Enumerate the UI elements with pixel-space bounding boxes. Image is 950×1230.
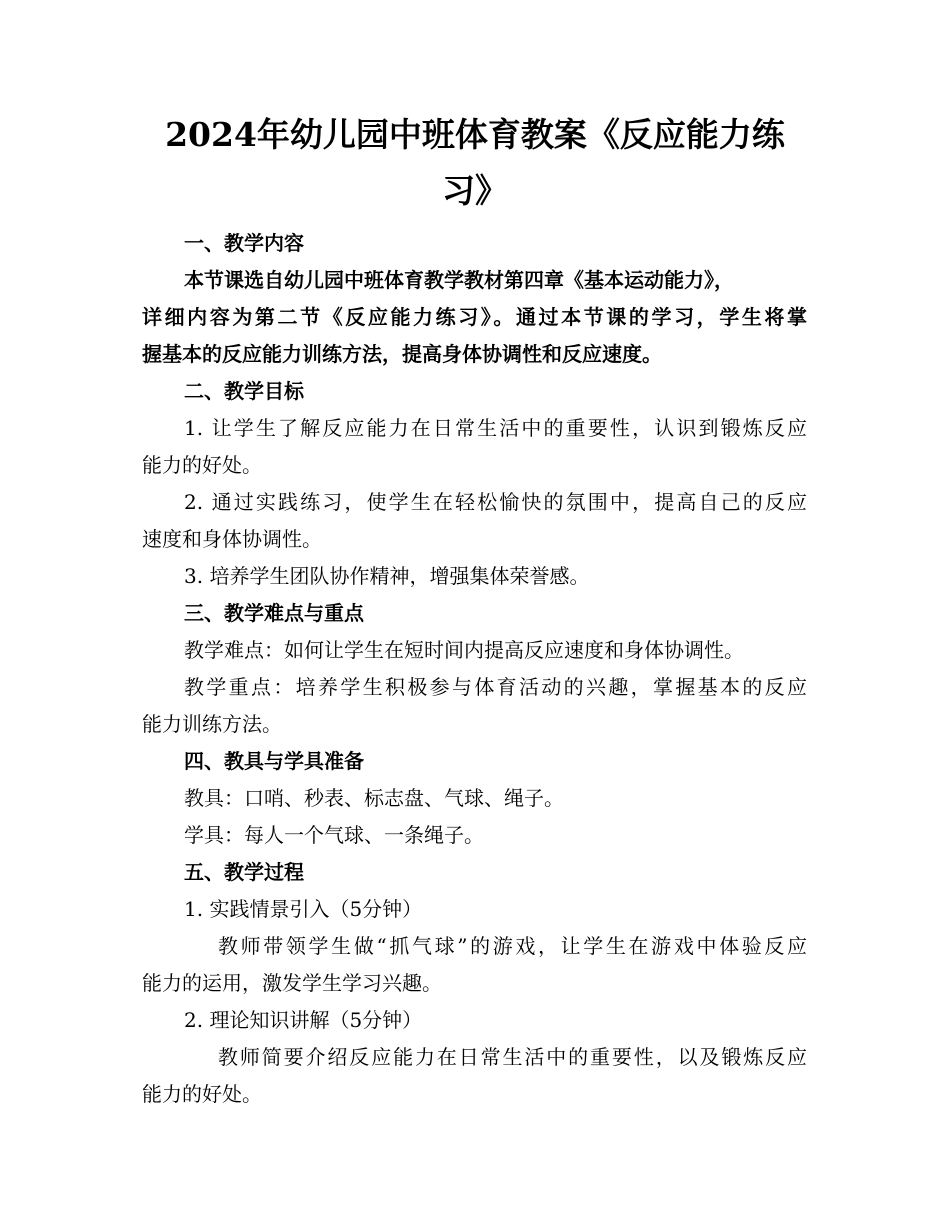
paragraph-line: 速度和身体协调性。 xyxy=(142,527,322,551)
paragraph-line: 教学重点：培养学生积极参与体育活动的兴趣，掌握基本的反应 xyxy=(184,675,807,699)
paragraph-line: 教具：口哨、秒表、标志盘、气球、绳子。 xyxy=(184,786,564,810)
section-heading-key-points: 三、教学难点与重点 xyxy=(184,601,364,625)
paragraph-line: 能力的运用，激发学生学习兴趣。 xyxy=(142,971,442,995)
paragraph-line: 握基本的反应能力训练方法，提高身体协调性和反应速度。 xyxy=(142,342,662,366)
section-heading-process: 五、教学过程 xyxy=(184,860,304,884)
paragraph-line: 1. 让学生了解反应能力在日常生活中的重要性，认识到锻炼反应 xyxy=(184,416,807,440)
paragraph-line: 能力的好处。 xyxy=(142,453,262,477)
paragraph-line: 教师简要介绍反应能力在日常生活中的重要性，以及锻炼反应 xyxy=(218,1045,807,1069)
section-heading-materials: 四、教具与学具准备 xyxy=(184,749,364,773)
document-title xyxy=(140,107,810,219)
paragraph-line: 教师带领学生做“抓气球”的游戏，让学生在游戏中体验反应 xyxy=(218,934,807,958)
section-heading-objectives: 二、教学目标 xyxy=(184,379,304,403)
paragraph-line: 本节课选自幼儿园中班体育教学教材第四章《基本运动能力》， xyxy=(184,268,734,292)
paragraph-line: 1. 实践情景引入（5分钟） xyxy=(184,897,423,921)
paragraph-line: 详细内容为第二节《反应能力练习》。通过本节课的学习，学生将掌 xyxy=(142,305,807,329)
paragraph-line: 教学难点：如何让学生在短时间内提高反应速度和身体协调性。 xyxy=(184,638,744,662)
section-heading-content: 一、教学内容 xyxy=(184,231,304,255)
paragraph-line: 2. 理论知识讲解（5分钟） xyxy=(184,1008,423,1032)
title-line-1: 2024年幼儿园中班体育教案《反应能力练 xyxy=(165,115,785,154)
paragraph-line: 能力训练方法。 xyxy=(142,712,282,736)
paragraph-line: 3. 培养学生团队协作精神，增强集体荣誉感。 xyxy=(184,564,590,588)
paragraph-line: 学具：每人一个气球、一条绳子。 xyxy=(184,823,484,847)
paragraph-line: 2. 通过实践练习，使学生在轻松愉快的氛围中，提高自己的反应 xyxy=(184,490,807,514)
paragraph-line: 能力的好处。 xyxy=(142,1082,262,1106)
title-line-2: 习》 xyxy=(442,171,508,210)
